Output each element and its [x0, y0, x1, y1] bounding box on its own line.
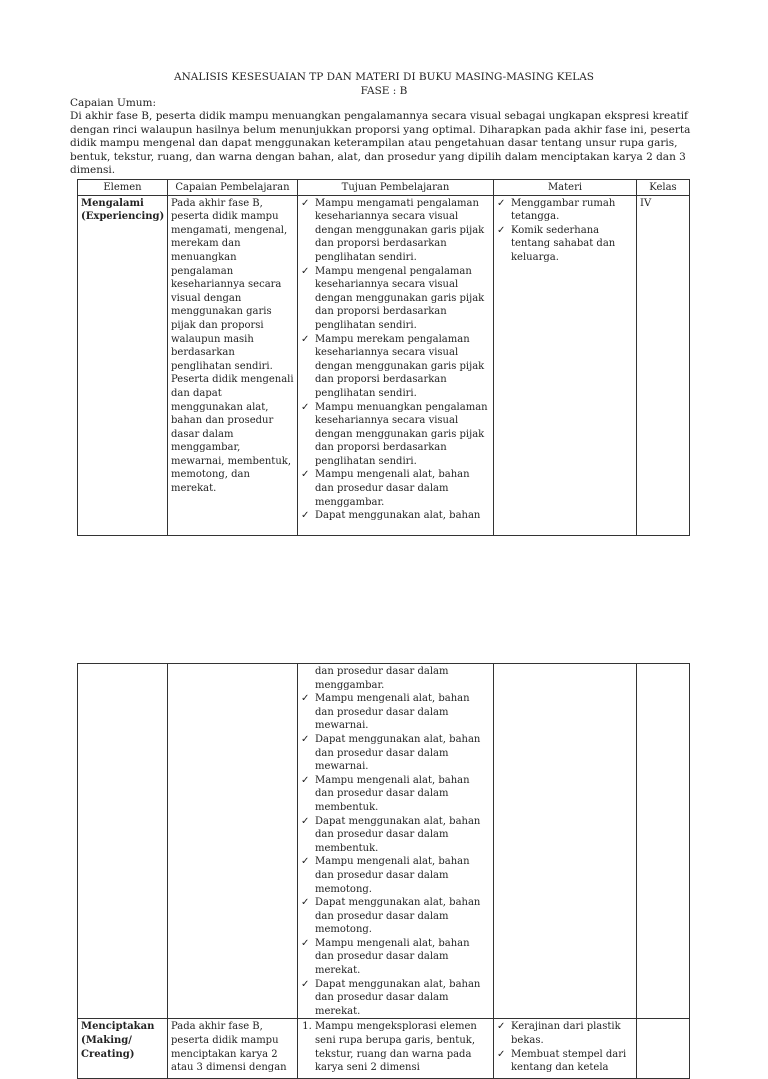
list-item: ✓ Dapat menggunakan alat, bahan [301, 509, 490, 523]
capaian-text: Pada akhir fase B, peserta didik mampu menciptakan karya 2 atau 3 dimensi dengan [171, 1021, 287, 1074]
analysis-table-continued [77, 663, 690, 1079]
kelas-cell [637, 664, 690, 1019]
capaian-umum-label: Capaian Umum: [70, 97, 157, 109]
list-item: ✓ Dapat menggunakan alat, bahan dan prosedur dasar dalam membentuk. [301, 815, 490, 856]
list-item: ✓ Membuat stempel dari kentang dan ketela [497, 1048, 633, 1075]
tujuan-cell [298, 195, 494, 535]
capaian-cell: Pada akhir fase B, peserta didik mampu mengamati, mengenal, merekam dan menuangkan pengalaman kesehariannya secara visual dengan menggunakan garis pijak dan proporsi walaupun masih berdasarkan penglihatan sendiri. Peserta didik mengenali dan dapat menggunakan alat, bahan dan prosedur dasar dalam menggambar, mewarnai, membentuk, memotong, dan merekat. [168, 195, 298, 535]
kelas-cell: IV [637, 195, 690, 535]
list-item: ✓ Dapat menggunakan alat, bahan dan prosedur dasar dalam merekat. [301, 978, 490, 1019]
list-item: ✓ Mampu mengenali alat, bahan dan prosedur dasar dalam mewarnai. [301, 692, 490, 733]
materi-cell [494, 664, 637, 1019]
capaian-cell [168, 664, 298, 1019]
materi-cell [494, 1019, 637, 1079]
table-header-row [78, 180, 690, 196]
header-tujuan: Tujuan Pembelajaran [298, 180, 494, 196]
elemen-cell [78, 1019, 168, 1079]
list-item: ✓ Mampu merekam pengalaman kesehariannya secara visual dengan menggunakan garis pijak dan proporsi berdasarkan penglihatan sendiri. [301, 333, 490, 401]
document-phase: FASE : B [360, 85, 408, 97]
list-item: ✓ Mampu mengenal pengalaman kesehariannya secara visual dengan menggunakan garis pijak dan proporsi berdasarkan penglihatan sendiri. [301, 265, 490, 333]
table-row [78, 1019, 690, 1079]
elemen-cell [78, 664, 168, 1019]
header-capaian: Capaian Pembelajaran [168, 180, 298, 196]
tujuan-list [301, 197, 490, 523]
tujuan-list [301, 692, 490, 1018]
list-item: ✓ Mampu mengenali alat, bahan dan prosedur dasar dalam menggambar. [301, 468, 490, 509]
list-item: ✓ Kerajinan dari plastik bekas. [497, 1020, 633, 1047]
list-item: ✓ Komik sederhana tentang sahabat dan keluarga. [497, 224, 633, 265]
tujuan-continuation: dan prosedur dasar dalam menggambar. [315, 666, 449, 691]
list-item: ✓ Dapat menggunakan alat, bahan dan prosedur dasar dalam memotong. [301, 896, 490, 937]
tujuan-cell [298, 1019, 494, 1079]
table-row [78, 195, 690, 535]
capaian-cell [168, 1019, 298, 1079]
header-kelas: Kelas [637, 180, 690, 196]
materi-cell [494, 195, 637, 535]
tujuan-clip [301, 1020, 490, 1078]
tujuan-cell [298, 664, 494, 1019]
elemen-cell [78, 195, 168, 535]
table-row [78, 664, 690, 1019]
document-title: ANALISIS KESESUAIAN TP DAN MATERI DI BUKU MASING-MASING KELAS [174, 71, 594, 83]
list-item: ✓ Mampu mengenali alat, bahan dan prosedur dasar dalam membentuk. [301, 774, 490, 815]
list-item: ✓ Mampu mengamati pengalaman kesehariannya secara visual dengan menggunakan garis pijak dan proporsi berdasarkan penglihatan sendiri. [301, 197, 490, 265]
list-item: ✓ Mampu mengenali alat, bahan dan prosedur dasar dalam merekat. [301, 937, 490, 978]
kelas-cell [637, 1019, 690, 1079]
capaian-umum-text: Di akhir fase B, peserta didik mampu menuangkan pengalamannya secara visual sebagai ungkapan ekspresi kreatif dengan rinci walaupun hasilnya belum menunjukkan proporsi yang optimal. Diharapkan pada akhir fase ini, peserta didik mampu mengenal dan dapat menggunakan keterampilan atau pengetahuan dasar tentang unsur rupa garis, bentuk, tekstur, ruang, dan warna dengan bahan, alat, dan prosedur yang dipilih dalam menciptakan karya 2 dan 3 dimensi. [70, 110, 691, 176]
list-item: ✓ Dapat menggunakan alat, bahan dan prosedur dasar dalam mewarnai. [301, 733, 490, 774]
elemen-menciptakan: Menciptakan (Making/ Creating) [81, 1021, 155, 1060]
elemen-mengalami: Mengalami (Experiencing) [81, 197, 165, 223]
analysis-table-top [77, 179, 690, 536]
list-item: ✓ Mampu mengenali alat, bahan dan prosedur dasar dalam memotong. [301, 855, 490, 896]
list-item: 1. Mampu mengeksplorasi elemen seni rupa berupa garis, bentuk, tekstur, ruang dan warna pada karya seni 2 dimensi [315, 1020, 490, 1074]
header-materi: Materi [494, 180, 637, 196]
list-item: ✓ Mampu menuangkan pengalaman kesehariannya secara visual dengan menggunakan garis pijak dan proporsi berdasarkan penglihatan sendiri. [301, 401, 490, 469]
list-item: ✓ Menggambar rumah tetangga. [497, 197, 633, 224]
materi-list [497, 197, 633, 265]
header-elemen: Elemen [78, 180, 168, 196]
tujuan-numbered-list [301, 1020, 490, 1074]
materi-list [497, 1020, 633, 1074]
materi-clip [497, 1020, 633, 1078]
